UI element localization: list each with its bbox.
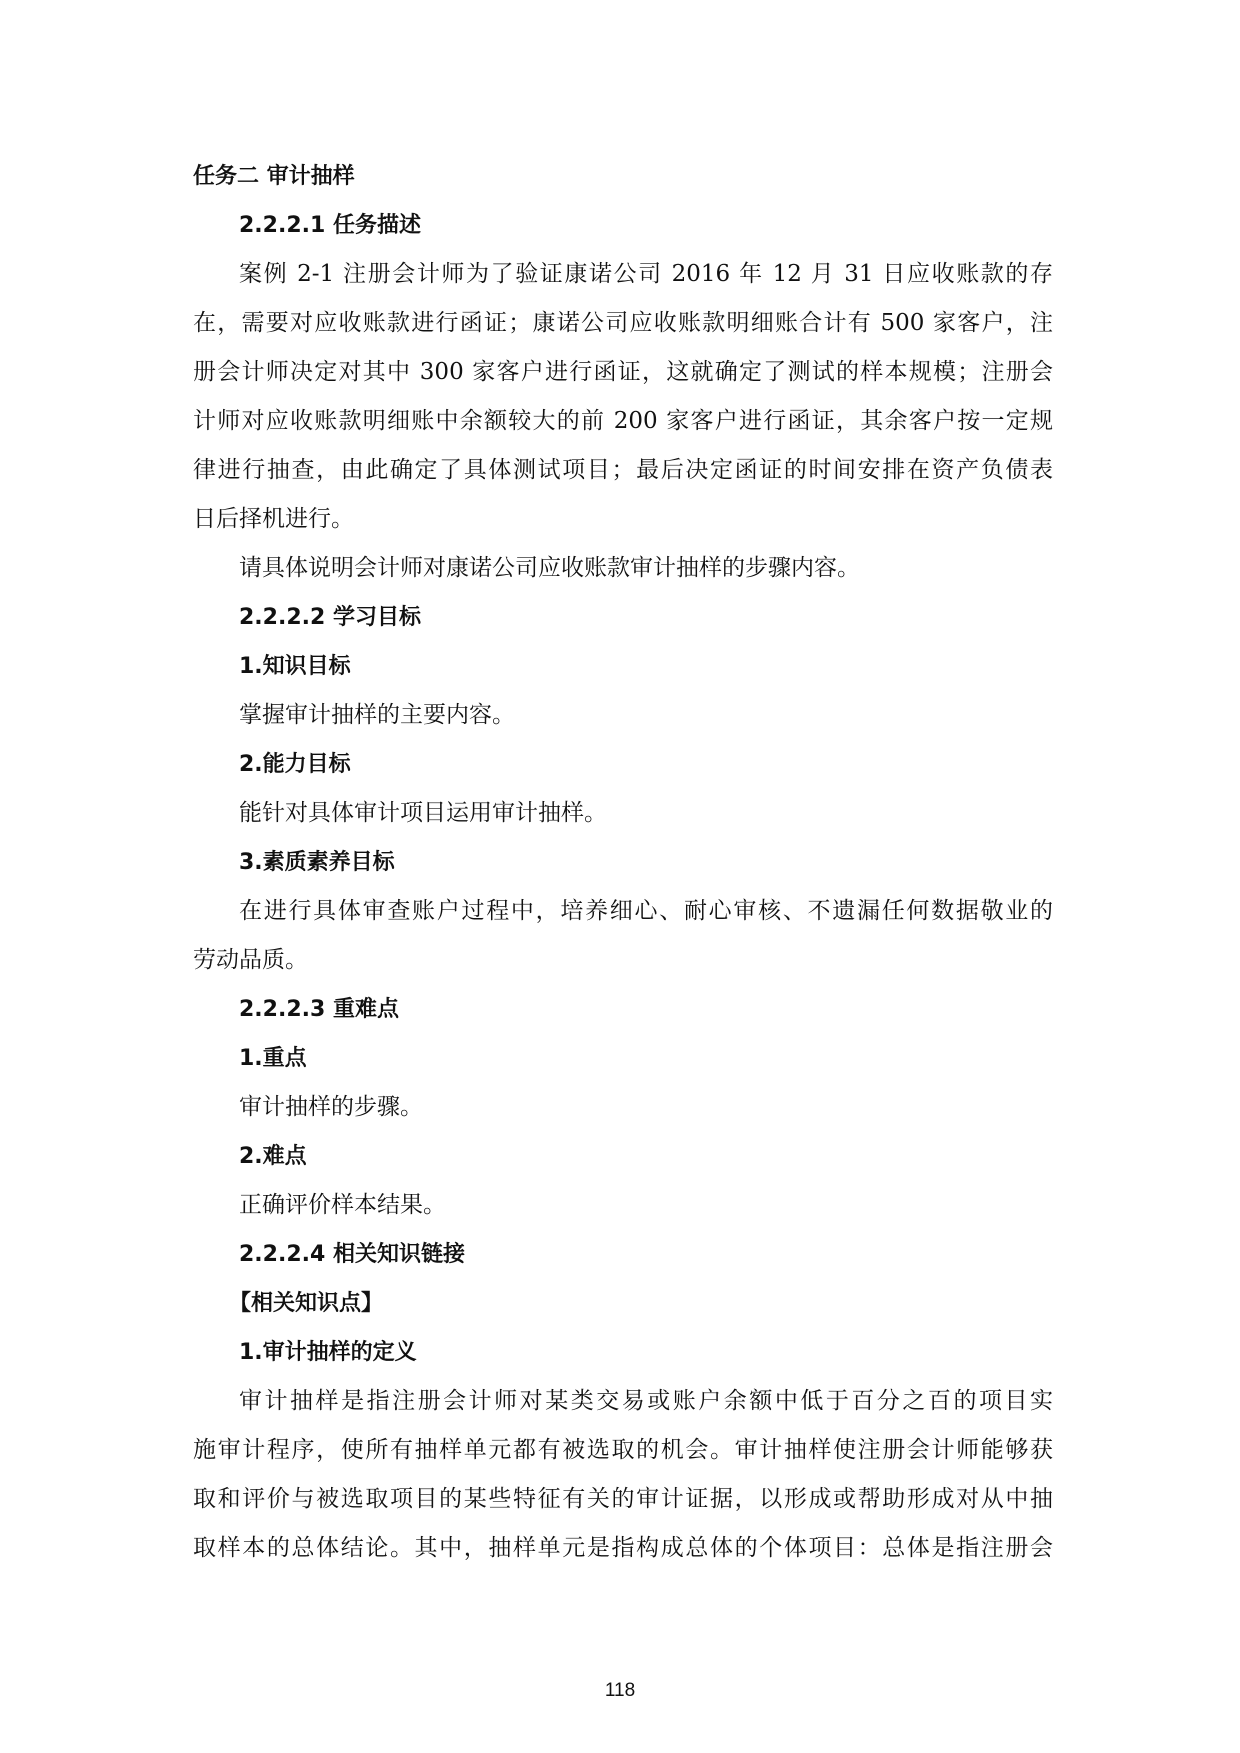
knowledge-goal-text: 掌握审计抽样的主要内容。 bbox=[239, 702, 515, 728]
definition-paragraph bbox=[193, 1377, 1053, 1573]
definition-line: 审计抽样是指注册会计师对某类交易或账户余额中低于百分之百的项目实 bbox=[239, 1388, 1053, 1414]
definition-line: 施审计程序，使所有抽样单元都有被选取的机会。审计抽样使注册会计师能够获 bbox=[193, 1437, 1053, 1463]
case-paragraph bbox=[193, 250, 1053, 544]
case-line: 日后择机进行。 bbox=[193, 506, 354, 532]
ability-goal-text: 能针对具体审计项目运用审计抽样。 bbox=[239, 800, 607, 826]
quality-line: 劳动品质。 bbox=[193, 947, 308, 973]
related-knowledge-heading: 【相关知识点】 bbox=[229, 1291, 384, 1316]
knowledge-goal-heading: 1.知识目标 bbox=[239, 654, 351, 679]
ability-goal-heading: 2.能力目标 bbox=[239, 752, 351, 777]
difficult-point-text: 正确评价样本结果。 bbox=[239, 1192, 446, 1218]
case-line: 案例 2-1 注册会计师为了验证康诺公司 2016 年 12 月 31 日应收账款的存 bbox=[239, 261, 1053, 287]
task-title: 任务二 审计抽样 bbox=[193, 164, 355, 189]
section-heading-knowledge-links: 2.2.2.4 相关知识链接 bbox=[239, 1242, 465, 1267]
case-line: 在，需要对应收账款进行函证；康诺公司应收账款明细账合计有 500 家客户，注 bbox=[193, 310, 1053, 336]
page-content bbox=[193, 152, 1053, 1573]
key-point-text: 审计抽样的步骤。 bbox=[239, 1094, 423, 1120]
section-heading-learning-goals: 2.2.2.2 学习目标 bbox=[239, 605, 421, 630]
quality-goal-heading: 3.素质素养目标 bbox=[239, 850, 395, 875]
definition-line: 取样本的总体结论。其中，抽样单元是指构成总体的个体项目：总体是指注册会 bbox=[193, 1535, 1053, 1561]
quality-line: 在进行具体审查账户过程中，培养细心、耐心审核、不遗漏任何数据敬业的 bbox=[239, 898, 1053, 924]
difficult-point-heading: 2.难点 bbox=[239, 1144, 307, 1169]
question-text: 请具体说明会计师对康诺公司应收账款审计抽样的步骤内容。 bbox=[239, 555, 860, 581]
definition-heading: 1.审计抽样的定义 bbox=[239, 1340, 417, 1365]
section-heading-task-description: 2.2.2.1 任务描述 bbox=[239, 213, 421, 238]
case-line: 律进行抽查，由此确定了具体测试项目；最后决定函证的时间安排在资产负债表 bbox=[193, 457, 1053, 483]
section-heading-key-difficult-points: 2.2.2.3 重难点 bbox=[239, 997, 399, 1022]
key-point-heading: 1.重点 bbox=[239, 1046, 307, 1071]
case-line: 计师对应收账款明细账中余额较大的前 200 家客户进行函证，其余客户按一定规 bbox=[193, 408, 1053, 434]
case-line: 册会计师决定对其中 300 家客户进行函证，这就确定了测试的样本规模；注册会 bbox=[193, 359, 1053, 385]
quality-goal-paragraph bbox=[193, 887, 1053, 985]
page-number: 118 bbox=[604, 1680, 636, 1701]
definition-line: 取和评价与被选取项目的某些特征有关的审计证据，以形成或帮助形成对从中抽 bbox=[193, 1486, 1053, 1512]
